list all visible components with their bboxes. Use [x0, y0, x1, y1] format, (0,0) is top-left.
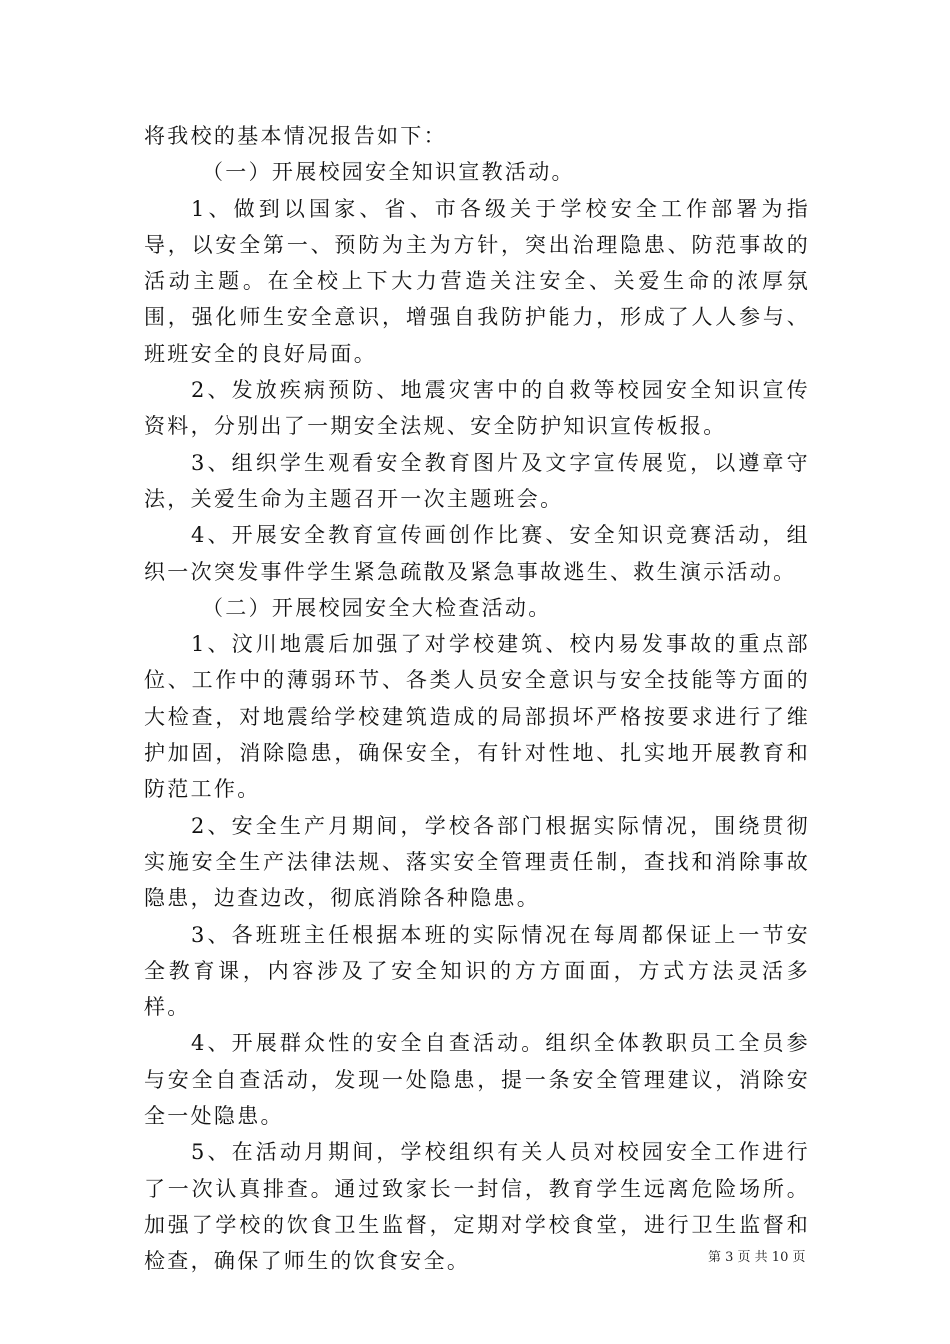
document-body	[144, 118, 810, 1280]
paragraph-2-5: 5、在活动月期间，学校组织有关人员对校园安全工作进行了一次认真排查。通过致家长一封信，教育学生远离危险场所。加强了学校的饮食卫生监督，定期对学校食堂，进行卫生监督和检查，确保了师生的饮食安全。	[144, 1140, 810, 1274]
paragraph-1-4: 4、开展安全教育宣传画创作比赛、安全知识竞赛活动，组织一次突发事件学生紧急疏散及紧急事故逃生、救生演示活动。	[144, 523, 810, 584]
section-heading-2: （二）开展校园安全大检查活动。	[202, 595, 552, 620]
section-heading-1: （一）开展校园安全知识宣教活动。	[202, 160, 575, 185]
paragraph-1-2: 2、发放疾病预防、地震灾害中的自救等校园安全知识宣传资料，分别出了一期安全法规、安全防护知识宣传板报。	[144, 378, 810, 439]
paragraph-intro: 将我校的基本情况报告如下：	[144, 124, 447, 148]
paragraph-2-1: 1、汶川地震后加强了对学校建筑、校内易发事故的重点部位、工作中的薄弱环节、各类人员安全意识与安全技能等方面的大检查，对地震给学校建筑造成的局部损坏严格按要求进行了维护加固，消除隐患，确保安全，有针对性地、扎实地开展教育和防范工作。	[144, 632, 810, 802]
page-number-footer: 第 3 页 共 10 页	[708, 1250, 806, 1265]
paragraph-1-1: 1、做到以国家、省、市各级关于学校安全工作部署为指导，以安全第一、预防为主为方针，突出治理隐患、防范事故的活动主题。在全校上下大力营造关注安全、关爱生命的浓厚氛围，强化师生安全意识，增强自我防护能力，形成了人人参与、班班安全的良好局面。	[144, 196, 810, 366]
paragraph-2-2: 2、安全生产月期间，学校各部门根据实际情况，围绕贯彻实施安全生产法律法规、落实安全管理责任制，查找和消除事故隐患，边查边改，彻底消除各种隐患。	[144, 813, 810, 911]
paragraph-1-3: 3、组织学生观看安全教育图片及文字宣传展览，以遵章守法，关爱生命为主题召开一次主题班会。	[144, 450, 810, 511]
paragraph-2-3: 3、各班班主任根据本班的实际情况在每周都保证上一节安全教育课，内容涉及了安全知识的方方面面，方式方法灵活多样。	[144, 922, 810, 1020]
paragraph-2-4: 4、开展群众性的安全自查活动。组织全体教职员工全员参与安全自查活动，发现一处隐患，提一条安全管理建议，消除安全一处隐患。	[144, 1031, 810, 1129]
